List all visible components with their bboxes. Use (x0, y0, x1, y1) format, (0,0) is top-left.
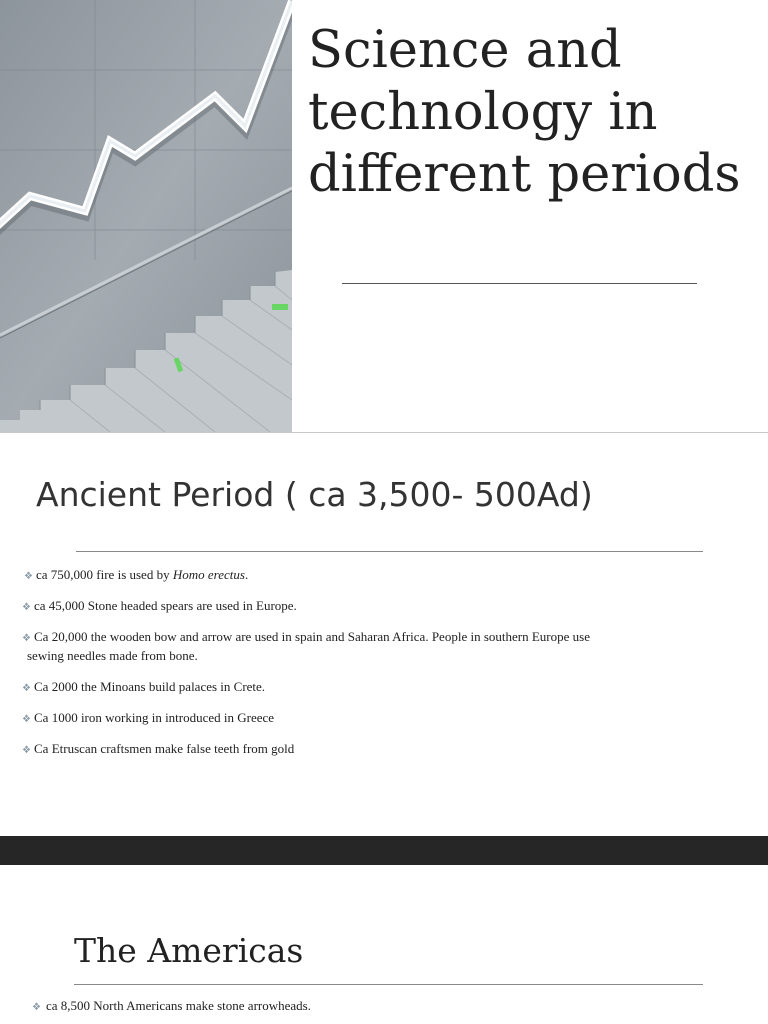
list-item (22, 565, 722, 584)
slide-the-americas (0, 865, 768, 1024)
diamond-bullet-icon: ❖ (22, 633, 31, 644)
diamond-bullet-icon: ❖ (22, 602, 31, 613)
list-item-text: Ca 1000 iron working in introduced in Greece (34, 710, 275, 725)
list-item-text: Ca 20,000 the wooden bow and arrow are used in spain and Saharan Africa. People in southern Europe use (34, 629, 590, 644)
slide-title-text: Science and technology in different periods (308, 21, 741, 204)
list-item-text-continued: sewing needles made from bone. (27, 648, 198, 663)
heading-underline (74, 984, 703, 985)
slide-heading: The Americas (74, 931, 304, 970)
slide-heading: Ancient Period ( ca 3,500- 500Ad) (36, 475, 593, 514)
list-item (22, 627, 722, 665)
diamond-bullet-icon: ❖ (22, 745, 31, 756)
stairs-rising-arrow-photo (0, 0, 292, 432)
heading-underline (76, 551, 703, 552)
list-item-text: Ca Etruscan craftsmen make false teeth from gold (34, 741, 295, 756)
slide-ancient-period (0, 433, 768, 836)
list-item-text: ca 750,000 fire is used by Homo erectus. (36, 567, 249, 582)
diamond-bullet-icon: ❖ (22, 714, 31, 725)
list-item-text: ca 8,500 North Americans make stone arrowheads. (46, 998, 311, 1013)
list-item (22, 596, 722, 615)
list-item (22, 708, 722, 727)
slide-divider-band (0, 836, 768, 865)
diamond-bullet-icon: ❖ (22, 683, 31, 694)
list-item (22, 677, 722, 696)
slide-title (0, 0, 768, 432)
list-item (32, 996, 732, 1015)
list-item (22, 739, 722, 758)
title-underline (342, 283, 697, 284)
bullet-list (32, 996, 732, 1015)
diamond-bullet-icon: ❖ (32, 1002, 41, 1013)
diamond-bullet-icon: ❖ (24, 571, 33, 582)
list-item-text: Ca 2000 the Minoans build palaces in Crete. (34, 679, 266, 694)
bullet-list (22, 565, 722, 770)
list-item-text: ca 45,000 Stone headed spears are used in Europe. (34, 598, 297, 613)
